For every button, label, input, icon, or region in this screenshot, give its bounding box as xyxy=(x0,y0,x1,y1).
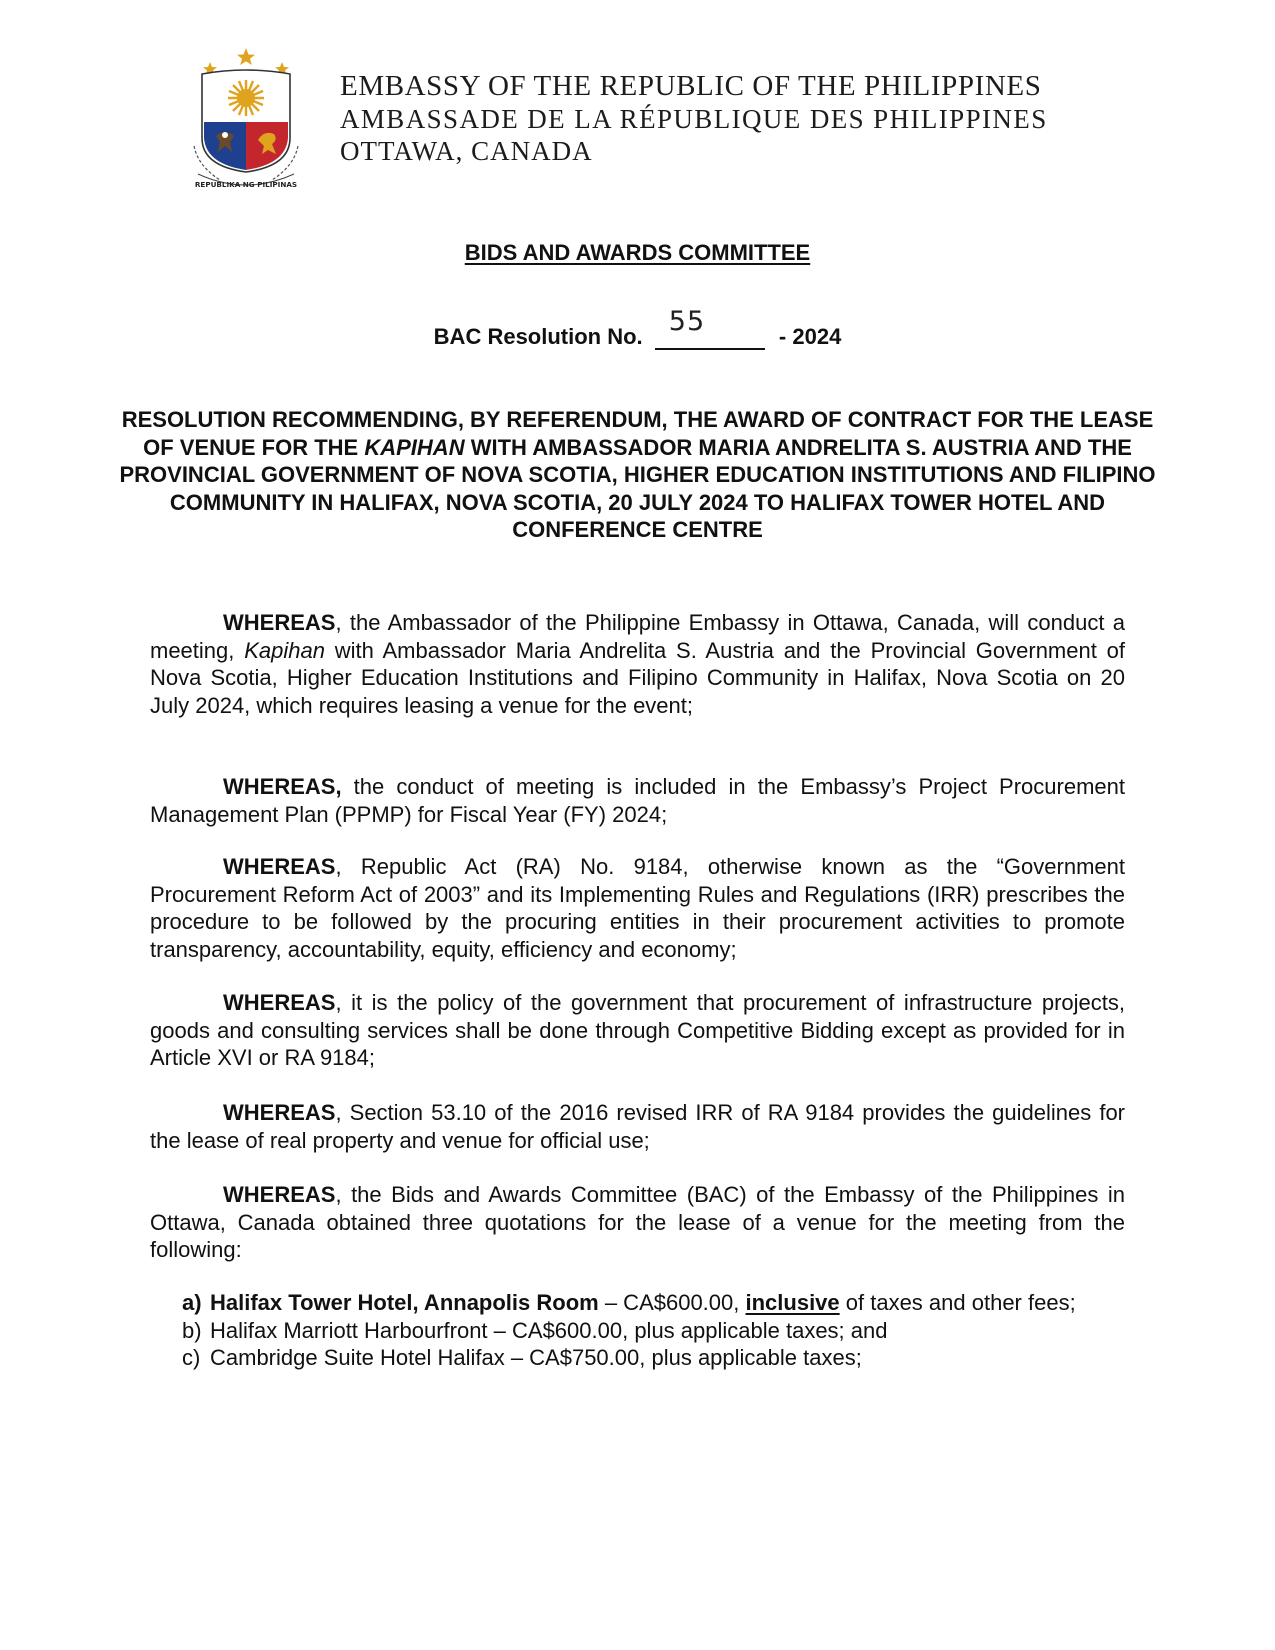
whereas-paragraph-3 xyxy=(150,853,1125,963)
quotation-label: b) xyxy=(182,1317,202,1343)
letterhead-city: OTTAWA, CANADA xyxy=(340,136,593,166)
title-part-2: WITH AMBASSADOR MARIA ANDRELITA S. AUSTRIA AND THE PROVINCIAL GOVERNMENT OF NOVA SCOTIA, HIGHER EDUCATION INSTITUTIONS AND FILIPINO COMMUNITY IN HALIFAX, NOVA SCOTIA, 20 JULY 2024 TO HALIFAX TOWER HOTEL AND CONFERENCE CENTRE xyxy=(119,434,1156,542)
paragraph-text: , the Bids and Awards Committee (BAC) of the Embassy of the Philippines in Ottawa, Canada obtained three quotations for the lease of a venue for the meeting from the following: xyxy=(150,1182,1125,1262)
letterhead-english: EMBASSY OF THE REPUBLIC OF THE PHILIPPINES xyxy=(340,70,1042,102)
paragraph-text: , it is the policy of the government that procurement of infrastructure projects, goods and consulting services shall be done through Competitive Bidding except as provided for in Article XVI or RA 9184; xyxy=(150,990,1125,1070)
letterhead xyxy=(340,70,1048,167)
whereas-lead: WHEREAS xyxy=(223,854,336,879)
whereas-lead: WHEREAS xyxy=(223,1182,336,1207)
committee-heading: BIDS AND AWARDS COMMITTEE xyxy=(464,240,811,265)
resolution-number-blank xyxy=(655,306,765,350)
quotation-venue: Halifax Tower Hotel, Annapolis Room xyxy=(210,1290,599,1315)
quotation-price: – CA$750.00, plus applicable taxes; xyxy=(504,1345,862,1370)
resolution-number-line xyxy=(0,306,1275,350)
quotation-label: a) xyxy=(182,1290,202,1315)
handwritten-resolution-number: 55 xyxy=(668,306,706,337)
whereas-paragraph-2 xyxy=(150,773,1125,828)
whereas-paragraph-5 xyxy=(150,1099,1125,1154)
quotation-item xyxy=(182,1344,1127,1372)
paragraph-text: , Section 53.10 of the 2016 revised IRR of RA 9184 provides the guidelines for the lease of real property and venue for official use; xyxy=(150,1100,1125,1153)
whereas-paragraph-6 xyxy=(150,1181,1125,1264)
paragraph-text: , the Ambassador of the Philippine Embassy in Ottawa, Canada, will conduct a meeting, xyxy=(150,610,1125,663)
whereas-lead: WHEREAS xyxy=(223,610,336,635)
letterhead-french: AMBASSADE DE LA RÉPUBLIQUE DES PHILIPPINES xyxy=(340,104,1048,134)
quotation-item xyxy=(182,1317,1127,1345)
resolution-year: - 2024 xyxy=(778,324,842,349)
whereas-lead: WHEREAS xyxy=(223,1100,336,1125)
whereas-lead: WHEREAS, xyxy=(223,774,342,799)
seal-banner-text: REPUBLIKA NG PILIPINAS xyxy=(194,180,298,189)
quotation-venue: Halifax Marriott Harbourfront xyxy=(210,1317,488,1343)
whereas-paragraph-1 xyxy=(150,609,1125,719)
paragraph-text: , Republic Act (RA) No. 9184, otherwise known as the “Government Procurement Reform Act of 2003” and its Implementing Rules and Regulations (IRR) prescribes the procedure to be followed by the procuring entities in their procurement activities to promote transparency, accountability, equity, efficiency and economy; xyxy=(150,854,1125,962)
quotation-note: of taxes and other fees; xyxy=(839,1290,1076,1315)
paragraph-text: the conduct of meeting is included in the Embassy’s Project Procurement Management Plan (PPMP) for Fiscal Year (FY) 2024; xyxy=(150,774,1125,827)
quotation-price: – CA$600.00, xyxy=(598,1290,746,1315)
title-italic: KAPIHAN xyxy=(364,434,465,460)
quotation-emphasis: inclusive xyxy=(745,1290,840,1315)
quotation-label: c) xyxy=(182,1345,201,1370)
resolution-title xyxy=(110,406,1165,544)
quotation-item xyxy=(182,1289,1127,1317)
paragraph-text: with Ambassador Maria Andrelita S. Austria and the Provincial Government of Nova Scotia, Higher Education Institutions and Filipino Community in Halifax, Nova Scotia on 20 July 2024, which requires leasing a venue for the event; xyxy=(150,637,1125,718)
quotation-list xyxy=(182,1289,1127,1372)
whereas-lead: WHEREAS xyxy=(223,990,336,1015)
quotation-price: – CA$600.00, plus applicable taxes; and xyxy=(487,1317,888,1343)
resolution-prefix: BAC Resolution No. xyxy=(433,324,643,349)
quotation-venue: Cambridge Suite Hotel Halifax xyxy=(210,1345,505,1370)
paragraph-italic: Kapihan xyxy=(244,637,325,663)
philippine-coat-of-arms-seal xyxy=(190,46,302,192)
whereas-paragraph-4 xyxy=(150,989,1125,1072)
title-part-1: RESOLUTION RECOMMENDING, BY REFERENDUM, THE AWARD OF CONTRACT FOR THE LEASE OF VENUE FOR THE xyxy=(121,407,1154,460)
